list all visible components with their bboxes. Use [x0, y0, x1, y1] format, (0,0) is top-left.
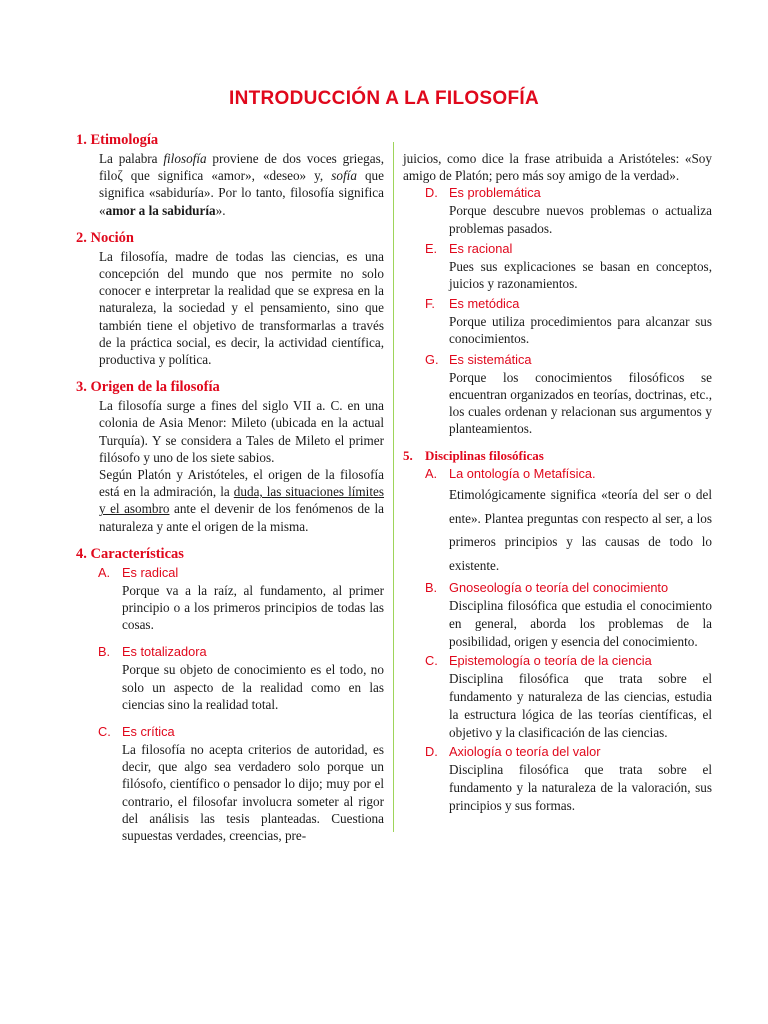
item-title: Es sistemática [449, 351, 532, 367]
origen-paragraph-1: La filosofía surge a fines del siglo VII a. C. en una colonia de Asia Menor: Mileto (ubicada en la actual Turquía). Y se considera a Tales de Mileto el primer filósofo y uno de los siete sabios. [99, 398, 384, 465]
item-text: Porque utiliza procedimientos para alcanzar sus conocimientos. [449, 314, 712, 347]
item-letter: C. [98, 724, 111, 740]
item-title: Es totalizadora [122, 644, 207, 660]
caracteristica-item [403, 295, 712, 347]
section-heading-disciplinas: 5. Disciplinas filosóficas [403, 448, 544, 464]
continuation-paragraph: juicios, como dice la frase atribuida a Aristóteles: «Soy amigo de Platón; pero más soy amigo de la verdad». [403, 151, 712, 184]
item-letter: C. [425, 653, 438, 669]
item-letter: B. [98, 644, 111, 660]
item-letter: E. [425, 240, 438, 256]
item-title: Es crítica [122, 724, 175, 740]
item-letter: D. [425, 744, 438, 760]
item-letter: B. [425, 580, 438, 596]
section-heading-etimologia: 1. Etimología [76, 132, 159, 148]
etimologia-paragraph: La palabra filosofía proviene de dos voces griegas, filoζ que significa «amor», «deseo» y, sofía que significa «sabiduría». Por lo tanto, filosofía significa «amor a la sabiduría». [99, 151, 384, 218]
item-title: Es metódica [449, 296, 520, 312]
document-title: INTRODUCCIÓN A LA FILOSOFÍA [229, 88, 539, 109]
caracteristica-item [403, 184, 712, 236]
item-letter: A. [425, 466, 438, 482]
right-column [403, 150, 712, 815]
caracteristica-item [76, 643, 384, 713]
caracteristica-item [76, 564, 384, 634]
item-text: Porque los conocimientos filosóficos se encuentran organizados en teorías, doctrinas, etc., los cuales ordenan y relacionan sus argumentos y planteamientos. [449, 369, 712, 437]
section-heading-nocion: 2. Noción [76, 229, 134, 246]
item-title: Gnoseología o teoría del conocimiento [449, 580, 669, 596]
item-text: Etimológicamente significa «teoría del ser o del ente». Plantea preguntas con respecto al ser, a los primeros principios y las causas de todo lo existente. [449, 487, 712, 573]
item-text: Porque su objeto de conocimiento es el todo, no solo un aspecto de la realidad como en las ciencias sino la realidad total. [122, 662, 384, 712]
item-letter: D. [425, 185, 438, 201]
item-title: Es problemática [449, 185, 541, 201]
item-text: Disciplina filosófica que trata sobre el fundamento y la naturaleza de la valoración, sus principios y sus formas. [449, 762, 712, 814]
item-text: Porque va a la raíz, al fundamento, al primer principio o a los primeros principios de todas las cosas. [122, 582, 384, 633]
item-title: Es racional [449, 240, 513, 256]
origen-paragraph-2: Según Platón y Aristóteles, el origen de la filosofía está en la admiración, la duda, las situaciones límites y el asombro ante el devenir de los fenómenos de la naturaleza y ante el origen de la misma. [99, 467, 384, 534]
disciplina-item [403, 579, 712, 651]
item-title: Es radical [122, 564, 179, 580]
section-heading-caracteristicas: 4. Características [76, 545, 184, 562]
caracteristica-item [76, 723, 384, 844]
column-divider [393, 142, 394, 832]
item-text: Porque descubre nuevos problemas o actualiza problemas pasados. [449, 203, 712, 236]
item-text: Pues sus explicaciones se basan en conceptos, juicios y razonamientos. [449, 258, 712, 292]
item-letter: F. [425, 296, 435, 312]
disciplina-item [403, 465, 712, 577]
item-title: La ontología o Metafísica. [449, 466, 596, 482]
item-letter: G. [425, 351, 439, 367]
caracteristica-item [403, 240, 712, 292]
disciplina-item [403, 652, 712, 742]
item-text: Disciplina filosófica que trata sobre el fundamento y naturaleza de las ciencias, estudia la estructura lógica de las teorías científicas, el objetivo y la clasificación de las ciencias. [449, 671, 712, 741]
nocion-paragraph: La filosofía, madre de todas las ciencias, es una concepción del mundo que nos permite no solo conocer e interpretar la realidad que se expresa en la naturaleza, la sociedad y el pensamiento, sino que también tiene el objetivo de transformarlas a través de la práctica social, es decir, la actividad científica, productiva y política. [99, 248, 384, 368]
item-title: Axiología o teoría del valor [449, 744, 601, 760]
item-title: Epistemología o teoría de la ciencia [449, 653, 652, 669]
left-column [76, 131, 384, 844]
caracteristica-item [403, 351, 712, 438]
item-text: La filosofía no acepta criterios de autoridad, es decir, que algo sea verdadero solo porque un filósofo, científico o pensador lo dijo; muy por el contrario, el filosofar involucra someter al rigor del análisis las tesis planteadas. Cuestiona supuestas verdades, creencias, pre- [122, 742, 384, 844]
item-text: Disciplina filosófica que estudia el conocimiento en general, aborda los problemas de la posibilidad, origen y esencia del conocimiento. [449, 598, 712, 650]
item-letter: A. [98, 564, 111, 580]
disciplina-item [403, 743, 712, 815]
section-heading-origen: 3. Origen de la filosofía [76, 379, 220, 396]
